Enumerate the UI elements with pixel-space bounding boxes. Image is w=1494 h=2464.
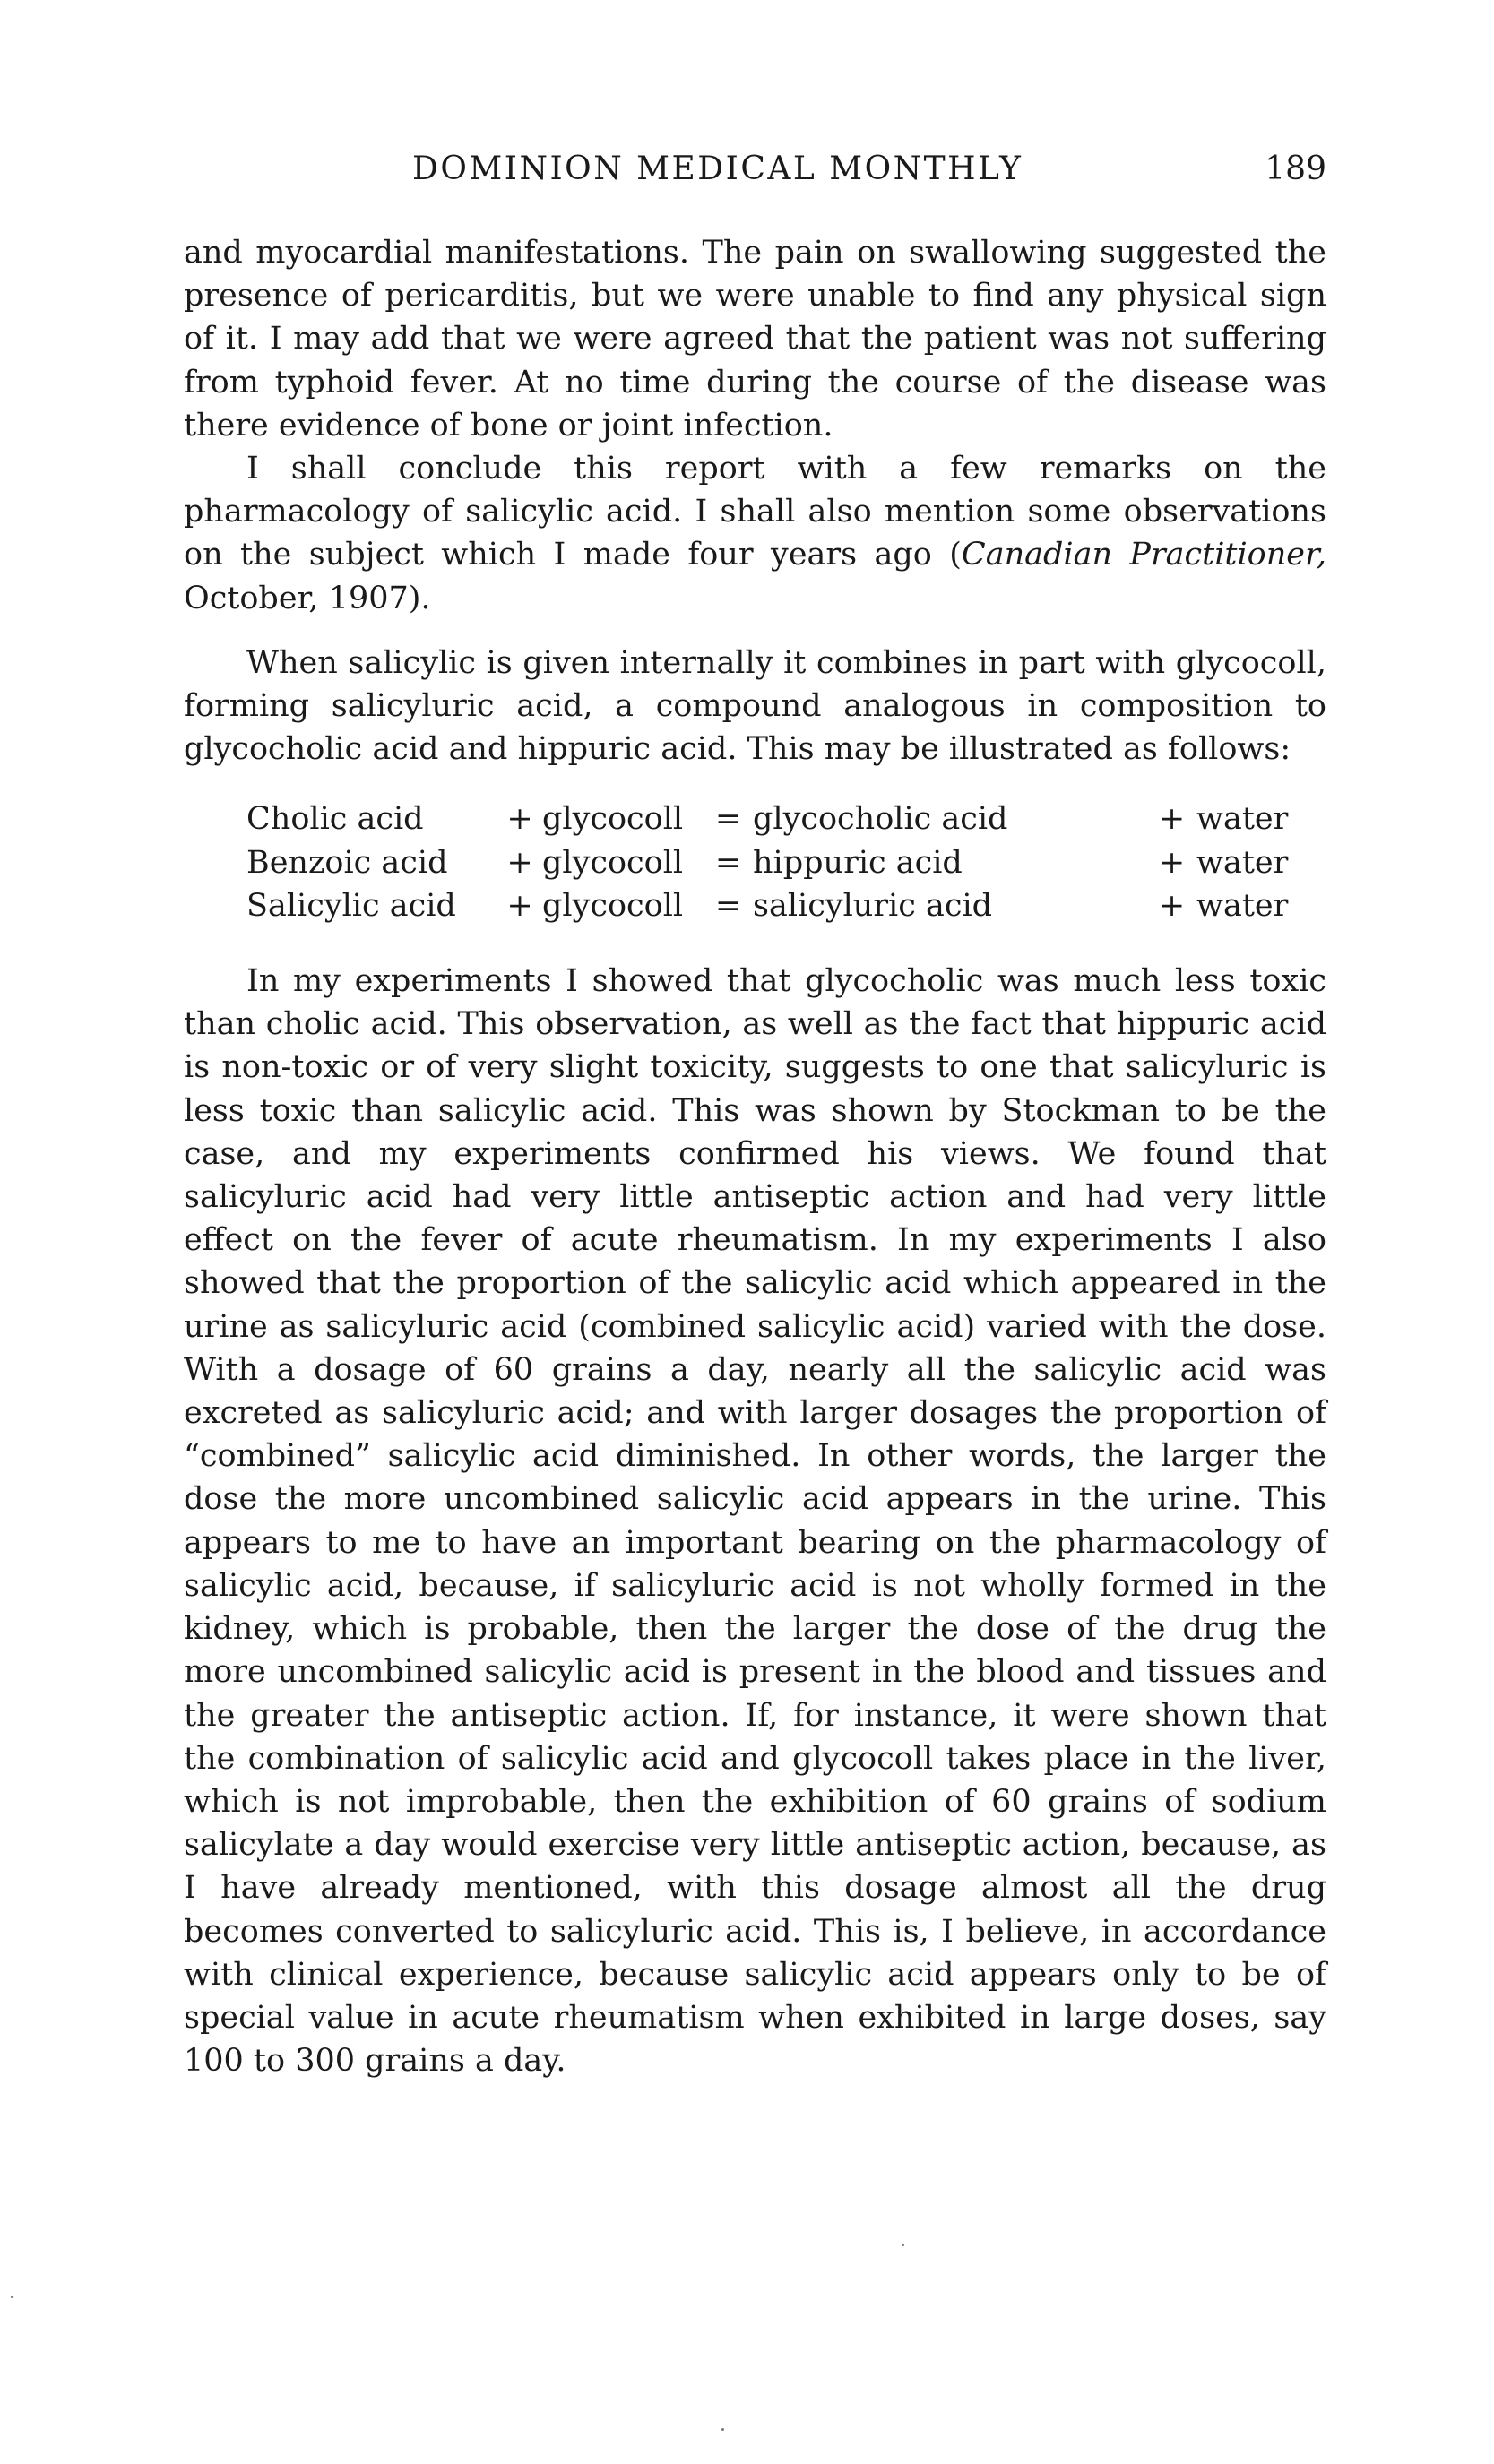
equation-product: glycocholic acid xyxy=(753,801,1008,838)
paragraph-myocardial: and myocardial manifestations. The pain on swallowing suggested the presence of pericarditis, but we were unable to find any physical sign of it. I may add that we were agreed that the patient was not suffering from typhoid fever. At no time during the course of the disease was there evidence of bone or joint infection. xyxy=(184,235,1326,444)
equation-product: salicyluric acid xyxy=(753,887,993,924)
equals-sign: = xyxy=(714,801,742,838)
running-head xyxy=(184,151,1326,204)
equals-sign: = xyxy=(714,887,742,924)
paragraph-experiments: In my experiments I showed that glycocholic was much less toxic than cholic acid. This observation, as well as the fact that hippuric acid is non-toxic or of very slight toxicity, suggests to one that salicyluric is less toxic than salicylic acid. This was shown by Stockman to be the case, and my experiments confirmed his views. We found that salicyluric acid had very little antiseptic action and had very little effect on the fever of acute rheumatism. In my experiments I also showed that the proportion of the salicylic acid which appeared in the urine as salicyluric acid (combined salicylic acid) varied with the dose. With a dosage of 60 grains a day, nearly all the salicylic acid was excreted as salicyluric acid; and with larger dosages the proportion of “combined” salicylic acid diminished. In other words, the larger the dose the more uncombined salicylic acid appears in the urine. This appears to me to have an important bearing on the pharmacology of salicylic acid, because, if salicyluric acid is not wholly formed in the kidney, which is probable, then the larger the dose of the drug the more uncombined salicylic acid is present in the blood and tissues and the greater the antiseptic action. If, for instance, it were shown that the combination of salicylic acid and glycocoll takes place in the liver, which is not improbable, then the exhibition of 60 grains of sodium salicylate a day would exercise very little antiseptic action, because, as I have already mentioned, with this dosage almost all the drug becomes converted to salicyluric acid. This is, I believe, in accordance with clinical experience, because salicylic acid appears only to be of special value in acute rheumatism when exhibited in large doses, say 100 to 300 grains a day. xyxy=(184,963,1326,2080)
equation-table xyxy=(246,797,1304,927)
equation-reagent: glycocoll xyxy=(542,801,684,838)
plus-sign: + xyxy=(1158,887,1186,924)
equation-row xyxy=(246,884,1304,927)
scan-speck xyxy=(721,2428,724,2431)
equation-reagent: glycocoll xyxy=(542,844,684,881)
citation-journal: Canadian Practitioner, xyxy=(961,537,1326,573)
equation-water: water xyxy=(1196,844,1289,881)
equation-reagent: glycocoll xyxy=(542,887,684,924)
scan-speck xyxy=(902,2244,904,2246)
equation-acid: Cholic acid xyxy=(246,801,424,838)
equals-sign: = xyxy=(714,844,742,881)
plus-sign: + xyxy=(1158,801,1186,838)
citation-date: October, 1907). xyxy=(184,580,431,616)
paragraph-glycocoll: When salicylic is given internally it combines in part with glycocoll, forming salicyluric acid, a compound analogous in composition to glycocholic acid and hippuric acid. This may be illustrated as follows: xyxy=(184,644,1326,768)
plus-sign: + xyxy=(506,887,533,924)
equation-acid: Benzoic acid xyxy=(246,844,448,881)
equation-acid: Salicylic acid xyxy=(246,887,456,924)
equation-water: water xyxy=(1196,887,1289,924)
page-number: 189 xyxy=(1265,151,1326,187)
paragraph-conclusion-text: I shall conclude this report with a few remarks on the pharmacology of salicylic acid. I shall also mention some observations on the subject which I made four years ago ( xyxy=(184,451,1326,573)
body-text xyxy=(184,231,1326,2082)
equation-row xyxy=(246,797,1304,840)
scan-speck xyxy=(11,2296,13,2298)
paragraph-conclusion xyxy=(184,447,1326,620)
plus-sign: + xyxy=(506,844,533,881)
running-title: DOMINION MEDICAL MONTHLY xyxy=(412,151,1023,187)
equation-product: hippuric acid xyxy=(753,844,963,881)
equation-row xyxy=(246,841,1304,884)
plus-sign: + xyxy=(1158,844,1186,881)
plus-sign: + xyxy=(506,801,533,838)
equation-water: water xyxy=(1196,801,1289,838)
